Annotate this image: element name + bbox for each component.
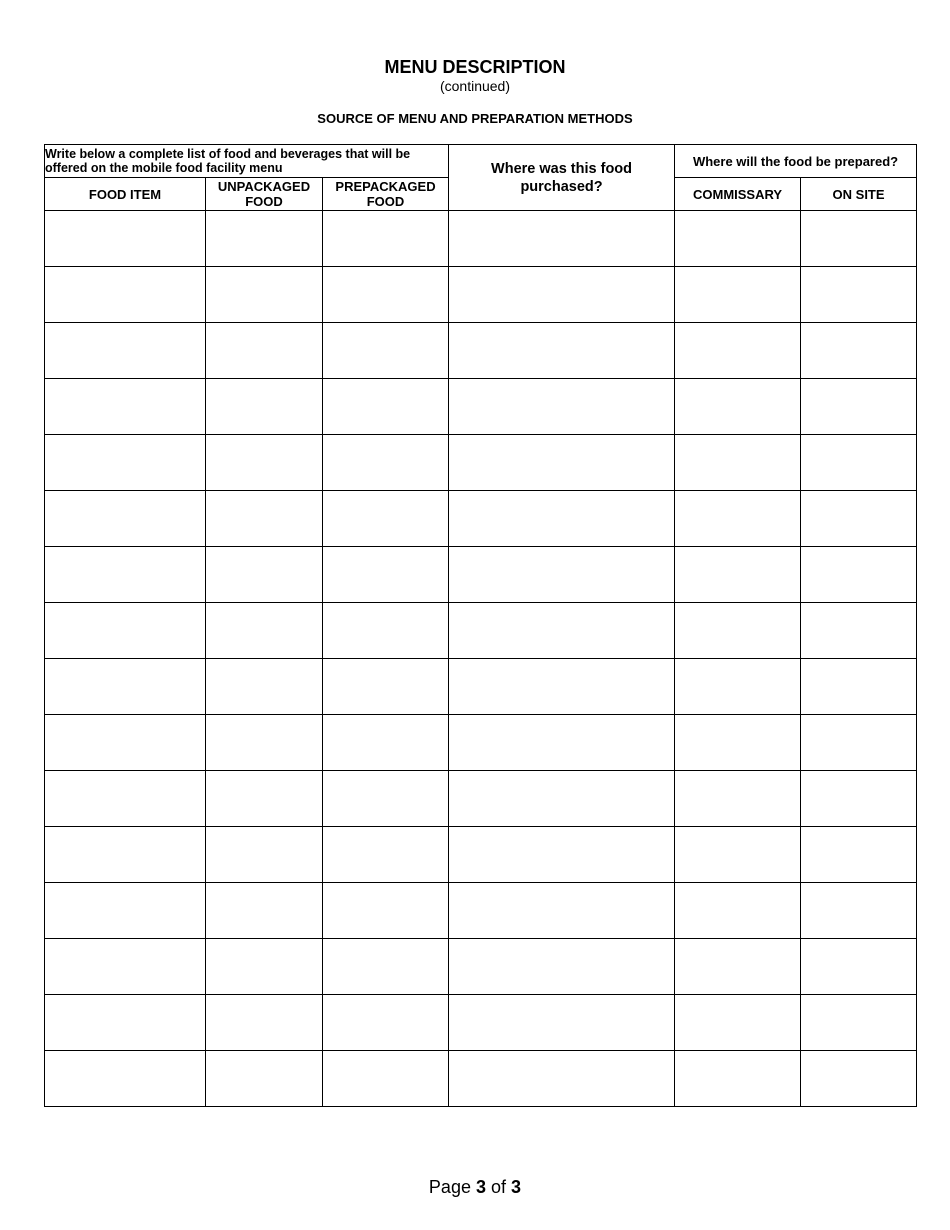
table-row [45, 267, 917, 323]
commissary-cell[interactable] [675, 603, 801, 659]
unpackaged-food-cell[interactable] [206, 267, 323, 323]
unpackaged-food-header: UNPACKAGED FOOD [206, 178, 323, 211]
unpackaged-food-cell[interactable] [206, 379, 323, 435]
table-body [45, 211, 917, 1107]
where-purchased-cell[interactable] [449, 995, 675, 1051]
where-purchased-cell[interactable] [449, 827, 675, 883]
on-site-cell[interactable] [801, 379, 917, 435]
where-purchased-cell[interactable] [449, 379, 675, 435]
food-item-cell[interactable] [45, 323, 206, 379]
commissary-cell[interactable] [675, 771, 801, 827]
unpackaged-food-cell[interactable] [206, 547, 323, 603]
instruction-header: Write below a complete list of food and beverages that will be offered on the mobile food facility menu [45, 145, 449, 178]
where-purchased-header: Where was this food purchased? [449, 145, 675, 211]
where-purchased-cell[interactable] [449, 883, 675, 939]
table-row [45, 379, 917, 435]
on-site-cell[interactable] [801, 771, 917, 827]
food-item-cell[interactable] [45, 939, 206, 995]
where-purchased-cell[interactable] [449, 491, 675, 547]
food-item-cell[interactable] [45, 547, 206, 603]
unpackaged-food-cell[interactable] [206, 491, 323, 547]
section-title: SOURCE OF MENU AND PREPARATION METHODS [317, 111, 633, 126]
unpackaged-food-cell[interactable] [206, 995, 323, 1051]
unpackaged-food-cell[interactable] [206, 715, 323, 771]
food-item-cell[interactable] [45, 211, 206, 267]
table-row [45, 211, 917, 267]
table-row [45, 547, 917, 603]
unpackaged-food-cell[interactable] [206, 883, 323, 939]
page-subtitle: (continued) [439, 78, 511, 94]
prepackaged-food-cell[interactable] [323, 827, 449, 883]
commissary-cell[interactable] [675, 491, 801, 547]
page-title: MENU DESCRIPTION [384, 57, 566, 77]
where-purchased-cell[interactable] [449, 1051, 675, 1107]
food-item-header: FOOD ITEM [45, 178, 206, 211]
commissary-cell[interactable] [675, 883, 801, 939]
food-item-cell[interactable] [45, 659, 206, 715]
prepackaged-food-cell[interactable] [323, 1051, 449, 1107]
commissary-cell[interactable] [675, 547, 801, 603]
table-header-row [45, 145, 917, 178]
table-row [45, 603, 917, 659]
food-item-cell[interactable] [45, 1051, 206, 1107]
prepackaged-food-cell[interactable] [323, 211, 449, 267]
commissary-cell[interactable] [675, 211, 801, 267]
commissary-header: COMMISSARY [675, 178, 801, 211]
page-number [0, 1176, 950, 1198]
where-purchased-cell[interactable] [449, 435, 675, 491]
commissary-cell[interactable] [675, 939, 801, 995]
food-item-cell[interactable] [45, 435, 206, 491]
on-site-cell[interactable] [801, 1051, 917, 1107]
prepackaged-food-cell[interactable] [323, 435, 449, 491]
menu-source-table [44, 144, 917, 1107]
where-purchased-cell[interactable] [449, 603, 675, 659]
prepackaged-food-cell[interactable] [323, 995, 449, 1051]
table-row [45, 995, 917, 1051]
prepackaged-food-cell[interactable] [323, 491, 449, 547]
prepackaged-food-cell[interactable] [323, 939, 449, 995]
prepackaged-food-cell[interactable] [323, 547, 449, 603]
unpackaged-food-cell[interactable] [206, 435, 323, 491]
food-item-cell[interactable] [45, 827, 206, 883]
commissary-cell[interactable] [675, 267, 801, 323]
on-site-cell[interactable] [801, 715, 917, 771]
table-row [45, 435, 917, 491]
where-purchased-cell[interactable] [449, 323, 675, 379]
unpackaged-food-cell[interactable] [206, 771, 323, 827]
unpackaged-food-cell[interactable] [206, 659, 323, 715]
on-site-header: ON SITE [801, 178, 917, 211]
commissary-cell[interactable] [675, 827, 801, 883]
on-site-cell[interactable] [801, 211, 917, 267]
prepackaged-food-cell[interactable] [323, 379, 449, 435]
on-site-cell[interactable] [801, 883, 917, 939]
food-item-cell[interactable] [45, 379, 206, 435]
prepackaged-food-cell[interactable] [323, 883, 449, 939]
prepackaged-food-cell[interactable] [323, 659, 449, 715]
table-row [45, 491, 917, 547]
table-row [45, 323, 917, 379]
total-pages: 3 [511, 1177, 522, 1197]
food-item-cell[interactable] [45, 883, 206, 939]
unpackaged-food-cell[interactable] [206, 939, 323, 995]
on-site-cell[interactable] [801, 659, 917, 715]
on-site-cell[interactable] [801, 435, 917, 491]
food-item-cell[interactable] [45, 715, 206, 771]
food-item-cell[interactable] [45, 995, 206, 1051]
page-label: Page [428, 1177, 471, 1197]
on-site-cell[interactable] [801, 827, 917, 883]
commissary-cell[interactable] [675, 659, 801, 715]
table-row [45, 771, 917, 827]
where-purchased-cell[interactable] [449, 547, 675, 603]
where-purchased-cell[interactable] [449, 211, 675, 267]
prepackaged-food-cell[interactable] [323, 323, 449, 379]
prepackaged-food-cell[interactable] [323, 715, 449, 771]
on-site-cell[interactable] [801, 491, 917, 547]
page-of: of [491, 1177, 507, 1197]
table-row [45, 1051, 917, 1107]
unpackaged-food-cell[interactable] [206, 1051, 323, 1107]
where-purchased-cell[interactable] [449, 267, 675, 323]
where-prepared-header: Where will the food be prepared? [675, 145, 917, 178]
prepackaged-food-cell[interactable] [323, 771, 449, 827]
commissary-cell[interactable] [675, 1051, 801, 1107]
commissary-cell[interactable] [675, 323, 801, 379]
unpackaged-food-cell[interactable] [206, 211, 323, 267]
table-row [45, 939, 917, 995]
on-site-cell[interactable] [801, 939, 917, 995]
commissary-cell[interactable] [675, 995, 801, 1051]
unpackaged-food-cell[interactable] [206, 603, 323, 659]
on-site-cell[interactable] [801, 547, 917, 603]
on-site-cell[interactable] [801, 267, 917, 323]
prepackaged-food-cell[interactable] [323, 603, 449, 659]
table-row [45, 883, 917, 939]
on-site-cell[interactable] [801, 603, 917, 659]
commissary-cell[interactable] [675, 715, 801, 771]
commissary-cell[interactable] [675, 435, 801, 491]
prepackaged-food-header: PREPACKAGED FOOD [323, 178, 449, 211]
where-purchased-cell[interactable] [449, 771, 675, 827]
commissary-cell[interactable] [675, 379, 801, 435]
unpackaged-food-cell[interactable] [206, 323, 323, 379]
table-row [45, 659, 917, 715]
on-site-cell[interactable] [801, 995, 917, 1051]
where-purchased-cell[interactable] [449, 939, 675, 995]
where-purchased-cell[interactable] [449, 715, 675, 771]
current-page: 3 [475, 1177, 486, 1197]
table-row [45, 827, 917, 883]
food-item-cell[interactable] [45, 771, 206, 827]
table-row [45, 715, 917, 771]
where-purchased-cell[interactable] [449, 659, 675, 715]
food-item-cell[interactable] [45, 603, 206, 659]
food-item-cell[interactable] [45, 267, 206, 323]
food-item-cell[interactable] [45, 491, 206, 547]
unpackaged-food-cell[interactable] [206, 827, 323, 883]
prepackaged-food-cell[interactable] [323, 267, 449, 323]
on-site-cell[interactable] [801, 323, 917, 379]
